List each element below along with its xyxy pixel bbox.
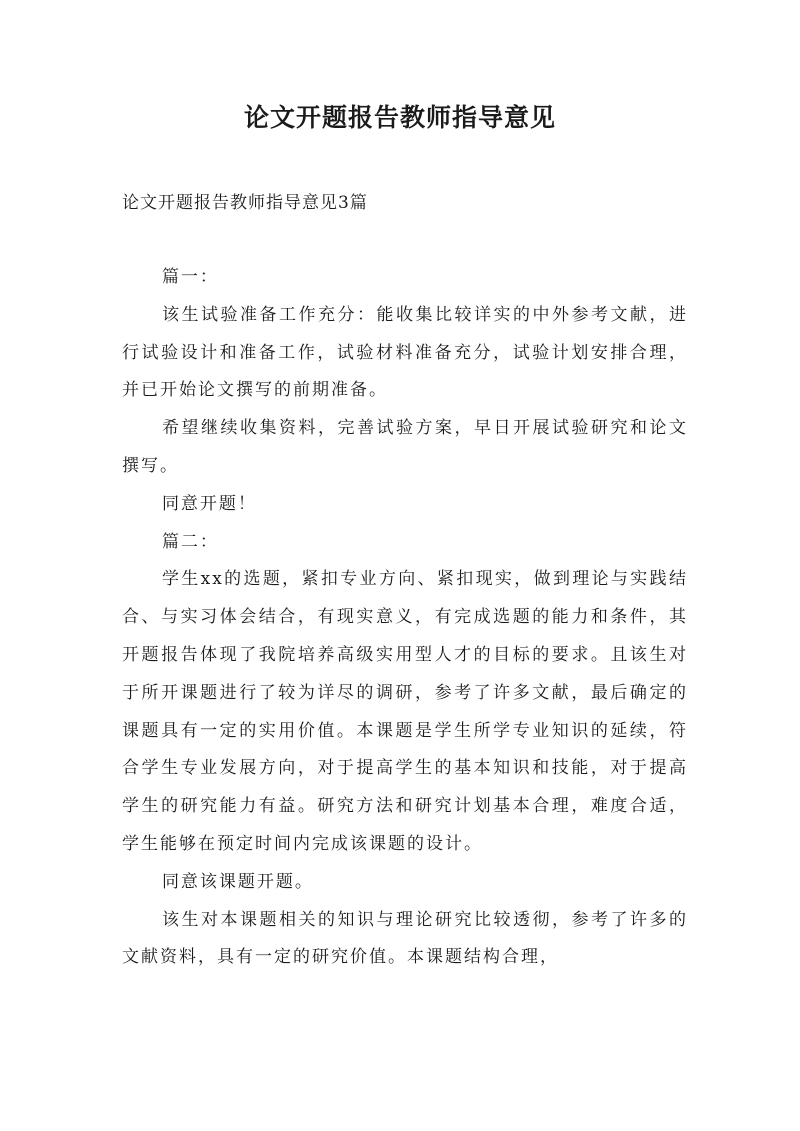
body-paragraph: 该生对本课题相关的知识与理论研究比较透彻，参考了许多的文献资料，具有一定的研究价值。本课题结构合理， — [122, 909, 688, 968]
body-paragraph: 希望继续收集资料，完善试验方案，早日开展试验研究和论文撰写。 — [122, 418, 688, 476]
page-title: 论文开题报告教师指导意见 — [243, 103, 556, 132]
body-paragraph: 同意该课题开题。 — [161, 871, 314, 892]
document-body — [122, 259, 688, 977]
section-heading-1: 篇一： — [161, 267, 219, 287]
section-heading-2: 篇二： — [161, 531, 219, 552]
body-paragraph: 同意开题！ — [161, 493, 257, 514]
body-paragraph: 学生xx的选题，紧扣专业方向、紧扣现实，做到理论与实践结合、与实习体会结合，有现实意义，有完成选题的能力和条件，其开题报告体现了我院培养高级实用型人才的目标的要求。且该生对于所开课题进行了较为详尽的调研，参考了许多文献，最后确定的课题具有一定的实用价值。本课题是学生所学专业知识的延续，符合学生专业发展方向，对于提高学生的基本知识和技能，对于提高学生的研究能力有益。研究方法和研究计划基本合理，难度合适，学生能够在预定时间内完成该课题的设计。 — [122, 569, 688, 854]
body-paragraph: 该生试验准备工作充分：能收集比较详实的中外参考文献，进行试验设计和准备工作，试验材料准备充分，试验计划安排合理，并已开始论文撰写的前期准备。 — [122, 304, 688, 401]
document-subtitle: 论文开题报告教师指导意见3篇 — [122, 193, 368, 213]
